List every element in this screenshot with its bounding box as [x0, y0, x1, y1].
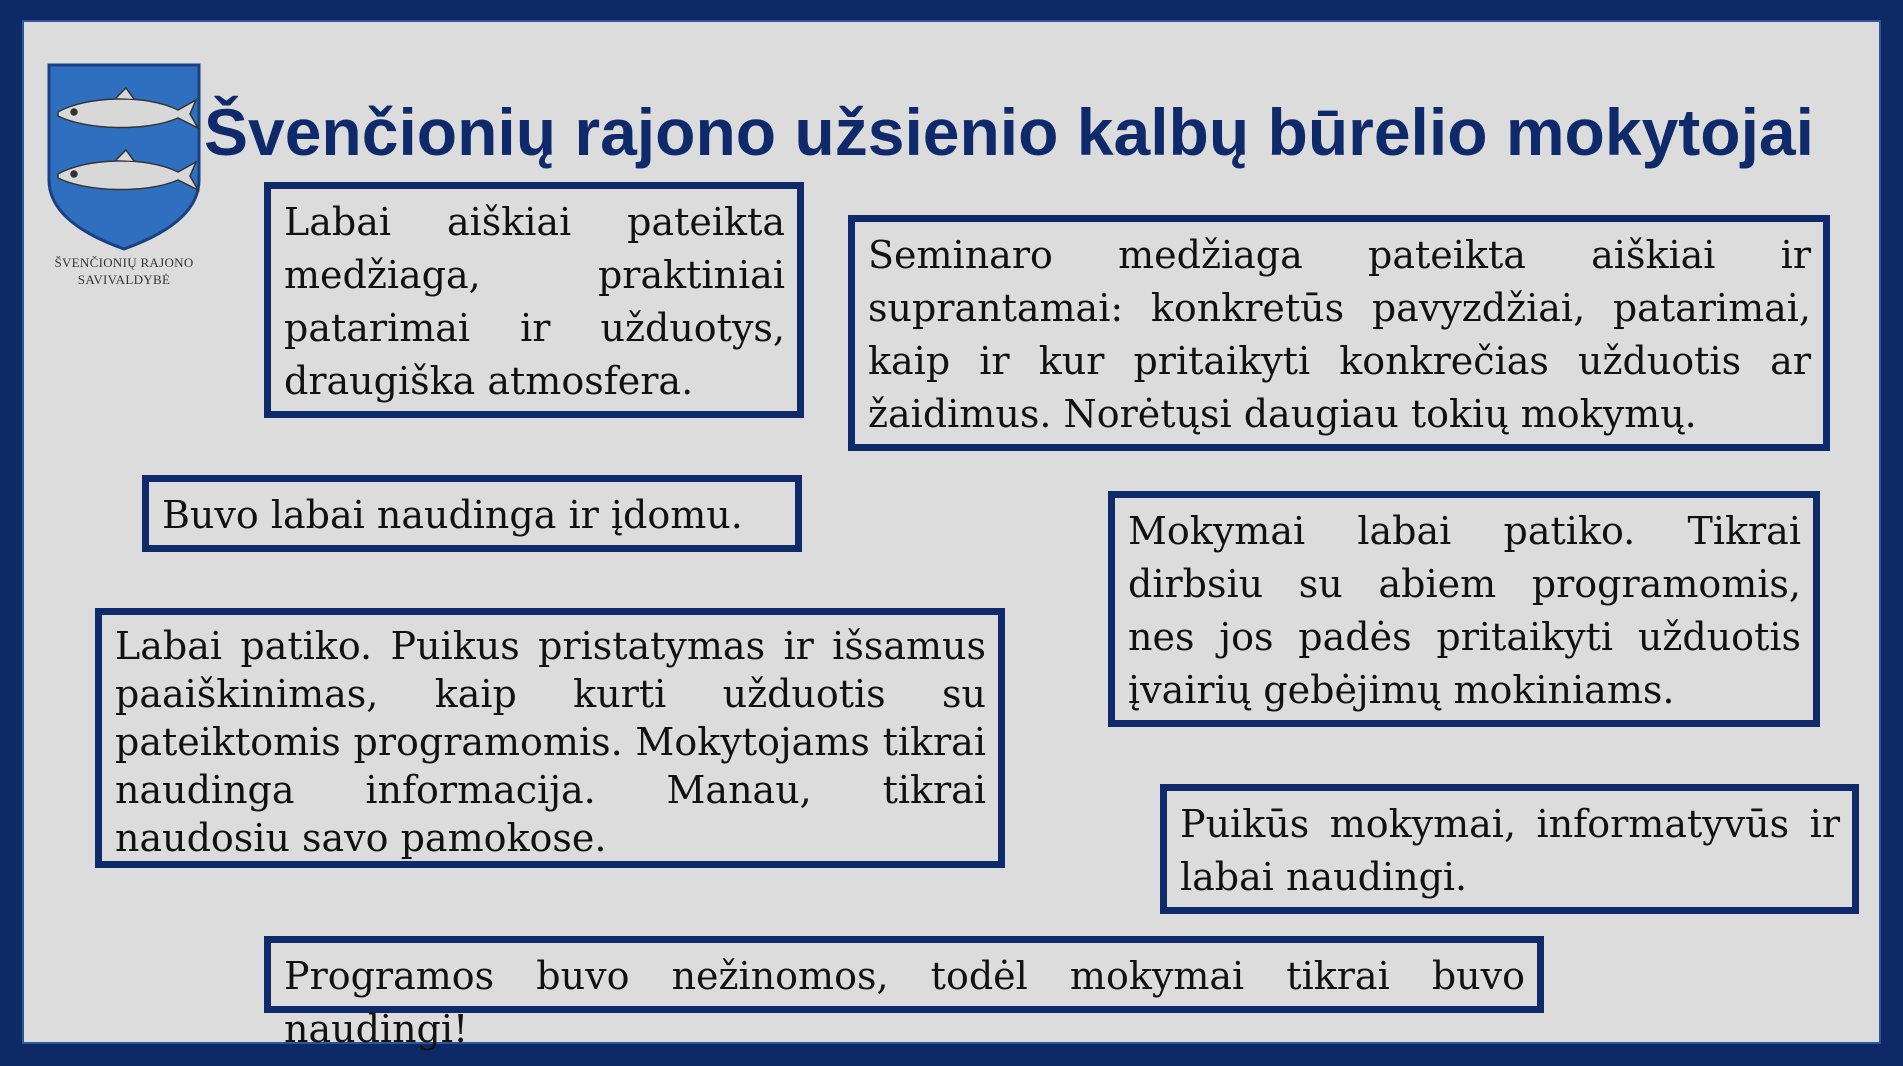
testimonial-card: Puikūs mokymai, informatyvūs ir labai naudingi.	[1160, 784, 1859, 914]
testimonial-card: Labai patiko. Puikus pristatymas ir išsamus paaiškinimas, kaip kurti užduotis su pateiktomis programomis. Mokytojams tikrai naudinga informacija. Manau, tikrai naudosiu savo pamokose.	[95, 608, 1005, 868]
municipality-logo	[46, 62, 202, 292]
testimonial-card: Programos buvo nežinomos, todėl mokymai tikrai buvo naudingi!	[264, 936, 1544, 1013]
testimonial-card: Labai aiškiai pateikta medžiaga, praktiniai patarimai ir užduotys, draugiška atmosfera.	[264, 182, 804, 418]
logo-caption	[46, 254, 202, 288]
coat-of-arms-icon	[46, 62, 202, 252]
logo-caption-line2: SAVIVALDYBĖ	[77, 272, 171, 287]
logo-caption-line1: ŠVENČIONIŲ RAJONO	[54, 255, 194, 270]
testimonial-card: Seminaro medžiaga pateikta aiškiai ir suprantamai: konkretūs pavyzdžiai, patarimai, kaip ir kur pritaikyti konkrečias užduotis ar žaidimus. Norėtųsi daugiau tokių mokymų.	[848, 215, 1830, 451]
testimonial-card: Mokymai labai patiko. Tikrai dirbsiu su abiem programomis, nes jos padės pritaikyti užduotis įvairių gebėjimų mokiniams.	[1108, 491, 1820, 727]
testimonial-card: Buvo labai naudinga ir įdomu.	[142, 475, 802, 552]
page-title: Švenčionių rajono užsienio kalbų būrelio mokytojai	[204, 95, 1814, 169]
